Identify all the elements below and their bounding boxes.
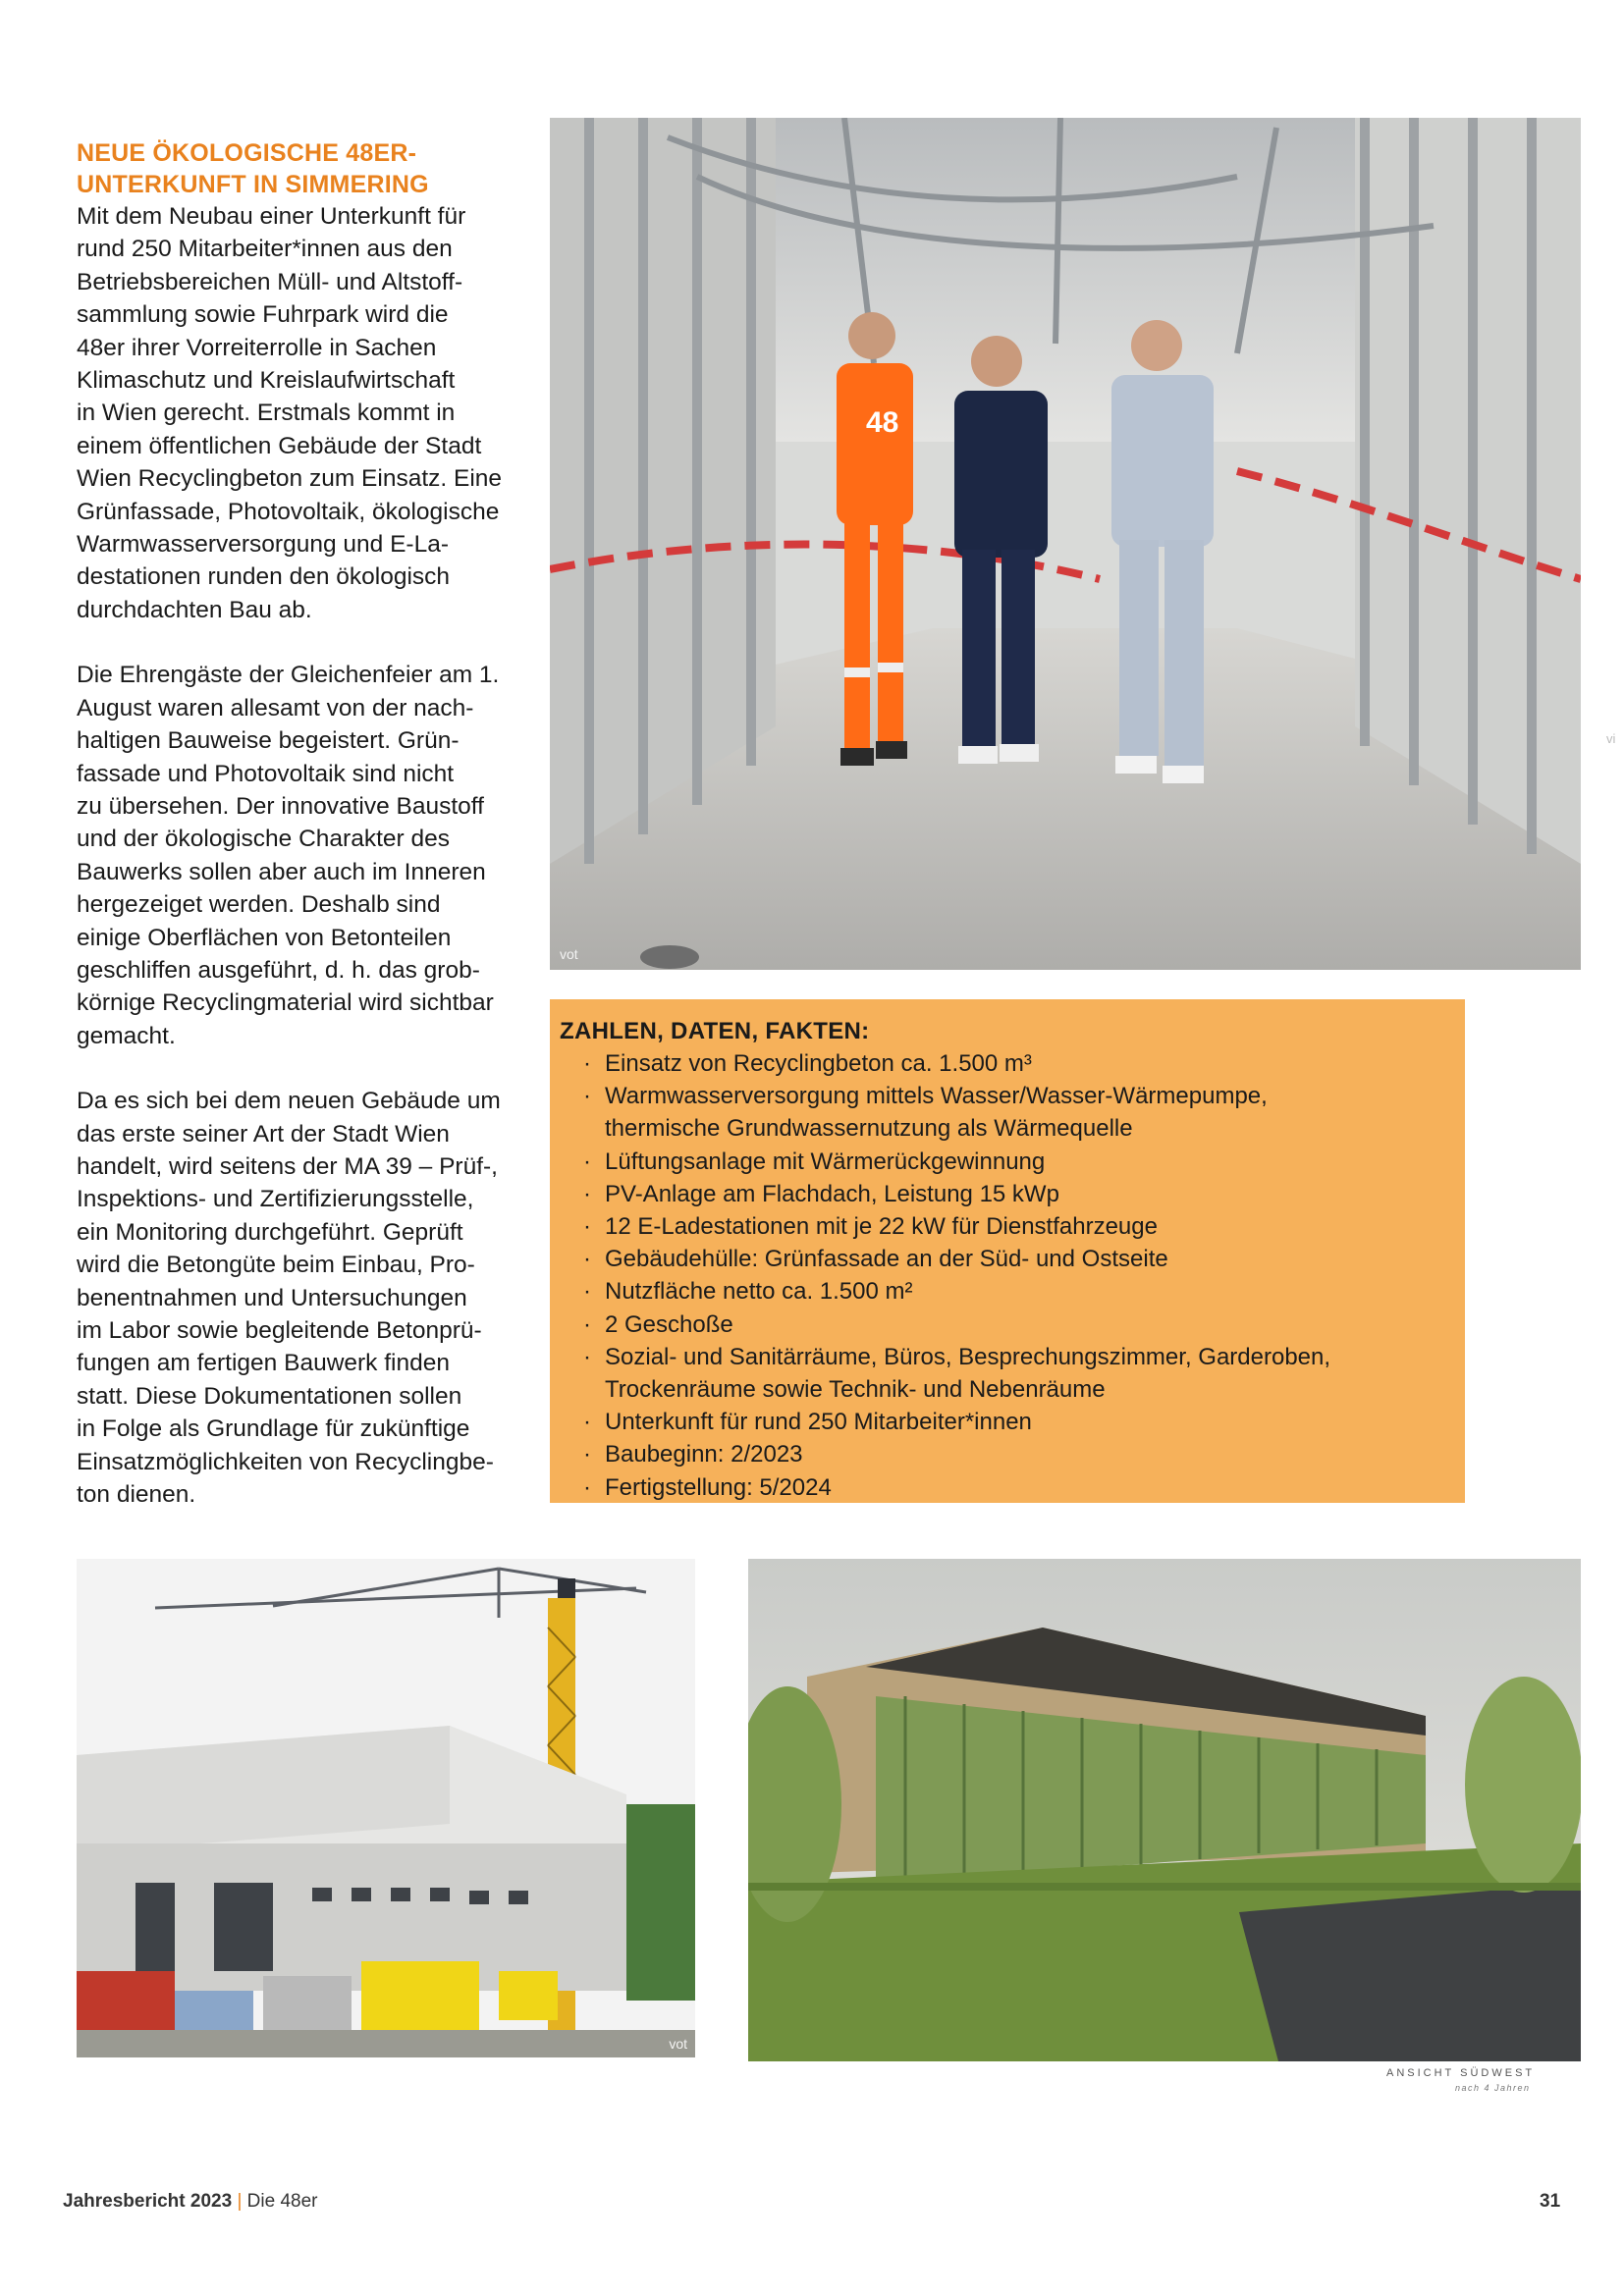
paragraph-line: in Wien gerecht. Erstmals kommt in xyxy=(77,400,456,427)
paragraph-line: haltigen Bauweise begeistert. Grün- xyxy=(77,727,460,755)
fact-item-text: Nutzfläche netto ca. 1.500 m² xyxy=(605,1278,913,1306)
paragraph-line: 48er ihrer Vorreiterrolle in Sachen xyxy=(77,334,437,361)
fact-item xyxy=(560,1243,1455,1275)
bullet-icon: · xyxy=(583,1278,591,1306)
paragraph-line: Bauwerks sollen aber auch im Inneren xyxy=(77,858,486,885)
rendering-caption: ANSICHT SÜDWEST xyxy=(1386,2067,1536,2079)
paragraph-line: ton dienen. xyxy=(77,1481,196,1509)
fact-item xyxy=(560,1341,1455,1406)
facts-list xyxy=(560,1047,1455,1504)
paragraph-line: fassade und Photovoltaik sind nicht xyxy=(77,760,455,787)
rendering-subcaption: nach 4 Jahren xyxy=(1455,2083,1531,2093)
paragraph-line: handelt, wird seitens der MA 39 – Prüf-, xyxy=(77,1152,498,1180)
fact-item xyxy=(560,1406,1455,1438)
article-heading-line1: NEUE ÖKOLOGISCHE 48ER- xyxy=(77,139,417,167)
fact-item-text: PV-Anlage am Flachdach, Leistung 15 kWp xyxy=(605,1180,1059,1207)
bullet-icon: · xyxy=(583,1083,591,1110)
fact-item xyxy=(560,1308,1455,1341)
paragraph-line: fungen am fertigen Bauwerk finden xyxy=(77,1350,450,1377)
paragraph-line: einem öffentlichen Gebäude der Stadt xyxy=(77,432,482,459)
bullet-icon: · xyxy=(583,1148,591,1175)
footer-separator: | xyxy=(237,2191,243,2212)
paragraph-line: Die Ehrengäste der Gleichenfeier am 1. xyxy=(77,662,500,689)
bullet-icon: · xyxy=(583,1441,591,1468)
bullet-icon: · xyxy=(583,1180,591,1207)
paragraph-line: sammlung sowie Fuhrpark wird die xyxy=(77,301,449,329)
paragraph-line: das erste seiner Art der Stadt Wien xyxy=(77,1120,450,1148)
fact-item-text: Fertigstellung: 5/2024 xyxy=(605,1473,832,1501)
fact-item-text: 2 Geschoße xyxy=(605,1310,733,1338)
paragraph-line: Mit dem Neubau einer Unterkunft für xyxy=(77,203,466,230)
fact-item-text: Lüftungsanlage mit Wärmerückgewinnung xyxy=(605,1148,1046,1175)
paragraph-line: einige Oberflächen von Betonteilen xyxy=(77,924,452,951)
paragraph-line: Betriebsbereichen Müll- und Altstoff- xyxy=(77,268,463,295)
fact-item xyxy=(560,1438,1455,1470)
fact-item xyxy=(560,1275,1455,1308)
fact-item-text: Gebäudehülle: Grünfassade an der Süd- und Ostseite xyxy=(605,1246,1168,1273)
paragraph-line: gemacht. xyxy=(77,1022,176,1049)
bullet-icon: · xyxy=(583,1473,591,1501)
paragraph-line: destationen runden den ökologisch xyxy=(77,563,451,591)
bullet-icon: · xyxy=(583,1050,591,1077)
photo-credit-construction: vot xyxy=(669,2036,687,2052)
paragraph-line: wird die Betongüte beim Einbau, Pro- xyxy=(77,1252,475,1279)
side-mark: vi xyxy=(1606,731,1616,746)
fact-item-text: thermische Grundwassernutzung als Wärmequelle xyxy=(605,1115,1133,1143)
article-heading-line2: UNTERKUNFT IN SIMMERING xyxy=(77,171,429,198)
paragraph-line: Wien Recyclingbeton zum Einsatz. Eine xyxy=(77,465,503,493)
paragraph-1 xyxy=(77,200,518,626)
bullet-icon: · xyxy=(583,1213,591,1241)
paragraph-line: zu übersehen. Der innovative Baustoff xyxy=(77,792,484,820)
fact-item-text: Einsatz von Recyclingbeton ca. 1.500 m³ xyxy=(605,1050,1032,1077)
fact-item xyxy=(560,1210,1455,1243)
footer-report: Jahresbericht 2023 xyxy=(63,2191,233,2212)
fact-item xyxy=(560,1146,1455,1178)
paragraph-line: durchdachten Bau ab. xyxy=(77,596,312,623)
paragraph-line: hergezeiget werden. Deshalb sind xyxy=(77,891,441,919)
photo-construction xyxy=(77,1559,695,2057)
paragraph-2 xyxy=(77,659,518,1052)
footer xyxy=(63,2191,318,2213)
fact-item xyxy=(560,1178,1455,1210)
paragraph-line: rund 250 Mitarbeiter*innen aus den xyxy=(77,236,453,263)
paragraph-line: ein Monitoring durchgeführt. Geprüft xyxy=(77,1218,463,1246)
facts-box xyxy=(550,999,1465,1503)
paragraph-line: in Folge als Grundlage für zukünftige xyxy=(77,1415,470,1443)
paragraph-line: und der ökologische Charakter des xyxy=(77,826,450,853)
page-number: 31 xyxy=(1540,2191,1561,2212)
paragraph-3 xyxy=(77,1085,518,1511)
paragraph-line: Da es sich bei dem neuen Gebäude um xyxy=(77,1088,501,1115)
photo-corridor xyxy=(550,118,1581,970)
photo-rendering xyxy=(748,1559,1581,2061)
paragraph-line: im Labor sowie begleitende Betonprü- xyxy=(77,1317,482,1344)
paragraph-line: Einsatzmöglichkeiten von Recyclingbe- xyxy=(77,1448,494,1475)
photo-credit: vot xyxy=(560,946,578,962)
paragraph-line: benentnahmen und Untersuchungen xyxy=(77,1284,467,1311)
paragraph-line: Warmwasserversorgung und E-La- xyxy=(77,531,449,559)
fact-item xyxy=(560,1471,1455,1504)
bullet-icon: · xyxy=(583,1409,591,1436)
paragraph-line: August waren allesamt von der nach- xyxy=(77,694,474,721)
paragraph-line: Grünfassade, Photovoltaik, ökologische xyxy=(77,498,500,525)
bullet-icon: · xyxy=(583,1343,591,1370)
paragraph-line: statt. Diese Dokumentationen sollen xyxy=(77,1382,462,1410)
paragraph-line: körnige Recyclingmaterial wird sichtbar xyxy=(77,989,494,1017)
paragraph-line: geschliffen ausgeführt, d. h. das grob- xyxy=(77,956,480,984)
paragraph-line: Klimaschutz und Kreislaufwirtschaft xyxy=(77,367,456,395)
bullet-icon: · xyxy=(583,1246,591,1273)
article-column xyxy=(77,137,518,1511)
fact-item xyxy=(560,1047,1455,1080)
fact-item xyxy=(560,1080,1455,1145)
fact-item-text: Trockenräume sowie Technik- und Nebenräume xyxy=(605,1376,1106,1404)
fact-item-text: Warmwasserversorgung mittels Wasser/Wasser-Wärmepumpe, xyxy=(605,1083,1268,1110)
fact-item-text: Unterkunft für rund 250 Mitarbeiter*innen xyxy=(605,1409,1032,1436)
fact-item-text: Sozial- und Sanitärräume, Büros, Besprechungszimmer, Garderoben, xyxy=(605,1343,1331,1370)
bullet-icon: · xyxy=(583,1310,591,1338)
fact-item-text: Baubeginn: 2/2023 xyxy=(605,1441,803,1468)
shirt-logo-text: 48 xyxy=(866,406,899,439)
fact-item-text: 12 E-Ladestationen mit je 22 kW für Dienstfahrzeuge xyxy=(605,1213,1158,1241)
facts-title: ZAHLEN, DATEN, FAKTEN: xyxy=(560,1018,870,1044)
paragraph-line: Inspektions- und Zertifizierungsstelle, xyxy=(77,1186,474,1213)
footer-org: Die 48er xyxy=(246,2191,318,2212)
